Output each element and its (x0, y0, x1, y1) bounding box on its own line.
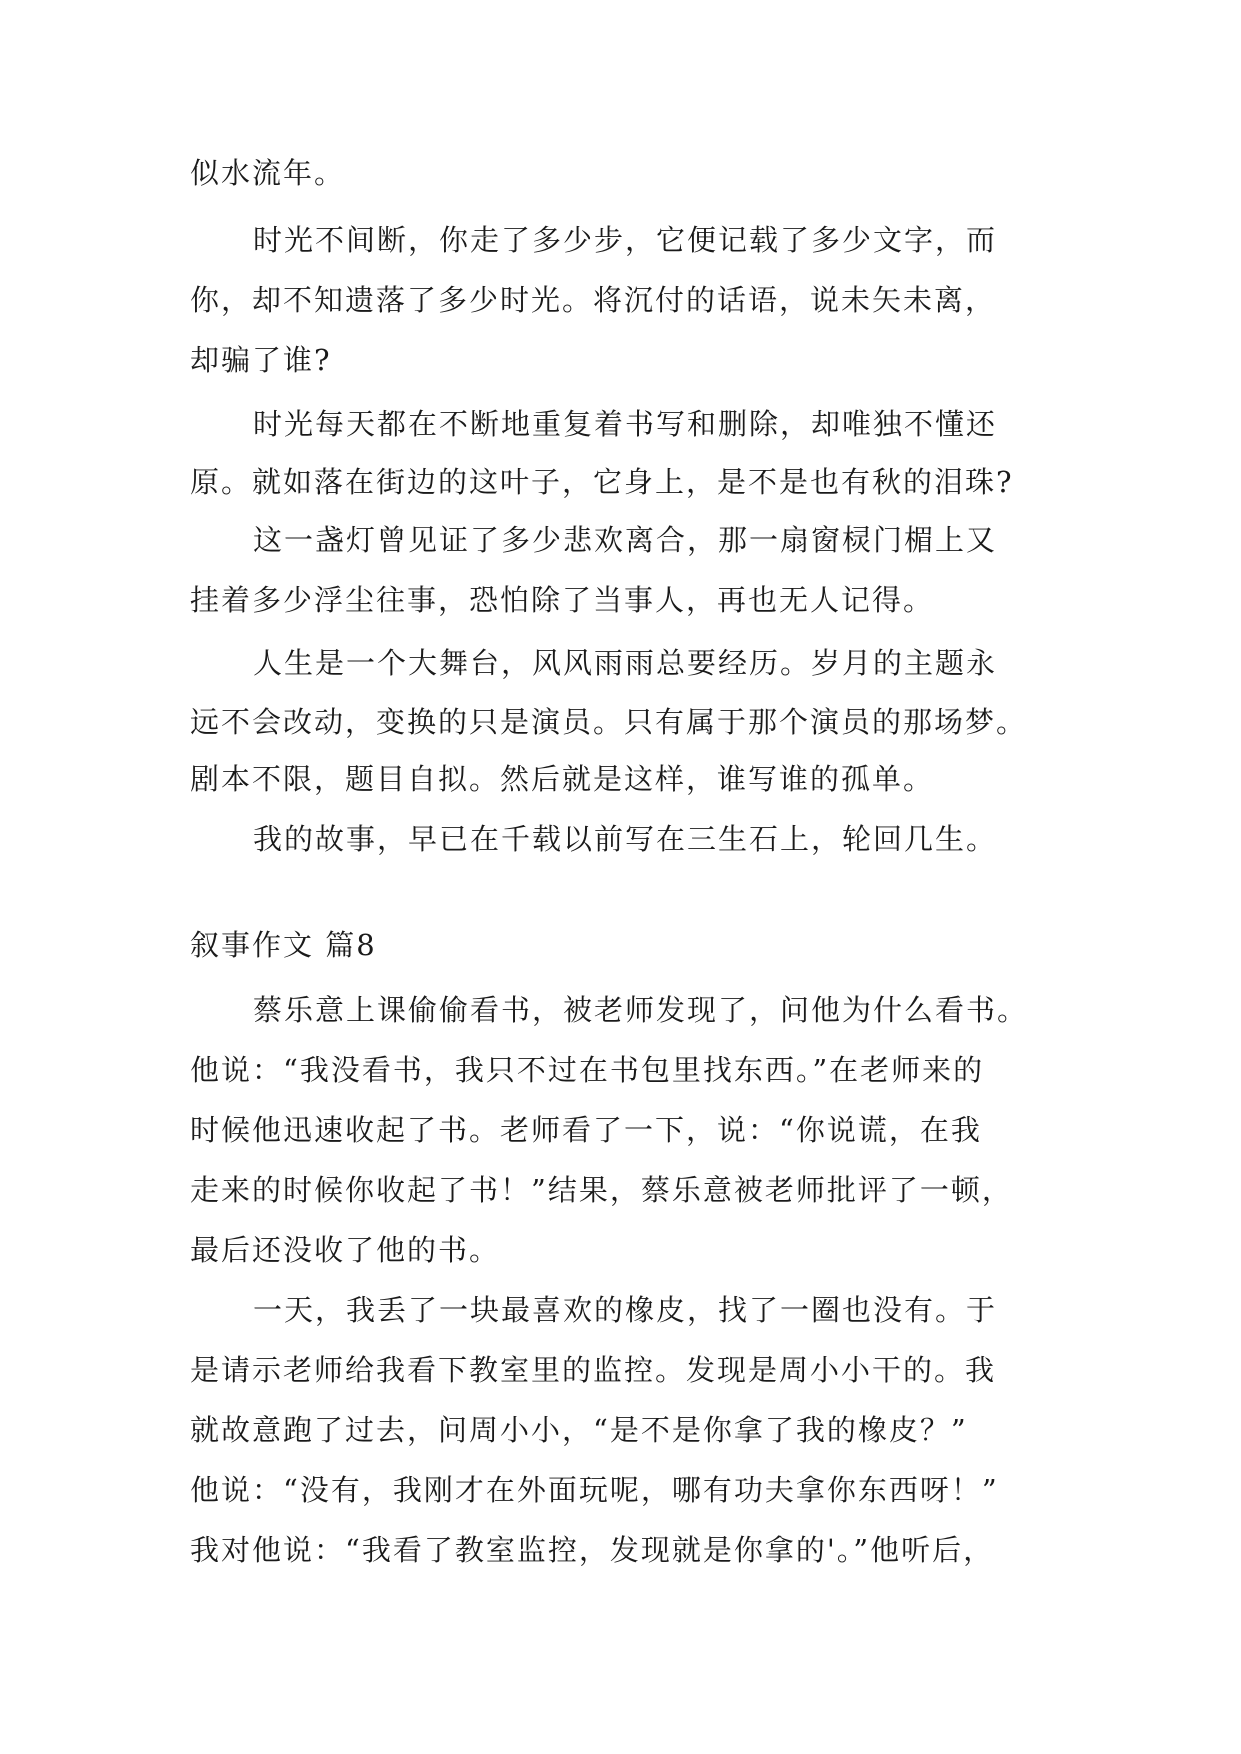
text-line: 你，却不知遗落了多少时光。将沉付的话语，说未矢未离， (190, 283, 997, 317)
text-line: 剧本不限，题目自拟。然后就是这样，谁写谁的孤单。 (190, 762, 935, 796)
paragraph-start-line: 时光每天都在不断地重复着书写和删除，却唯独不懂还 (253, 407, 998, 441)
text-line: 他说：“我没看书，我只不过在书包里找东西。”在老师来的 (190, 1053, 985, 1087)
text-line: 是请示老师给我看下教室里的监控。发现是周小小干的。我 (190, 1353, 997, 1387)
paragraph-start-line: 时光不间断，你走了多少步，它便记载了多少文字，而 (253, 223, 998, 257)
text-line: 原。就如落在街边的这叶子，它身上，是不是也有秋的泪珠? (190, 465, 1014, 499)
text-line: 时候他迅速收起了书。老师看了一下，说：“你说谎，在我 (190, 1113, 982, 1147)
paragraph-start-line: 人生是一个大舞台，风风雨雨总要经历。岁月的主题永 (253, 646, 998, 680)
text-line: 就故意跑了过去，问周小小，“是不是你拿了我的橡皮？” (190, 1413, 968, 1447)
text-line: 远不会改动，变换的只是演员。只有属于那个演员的那场梦。 (190, 705, 1028, 739)
text-line: 走来的时候你收起了书！”结果，蔡乐意被老师批评了一顿， (190, 1173, 1013, 1207)
text-line: 他说：“没有，我刚才在外面玩呢，哪有功夫拿你东西呀！” (190, 1473, 999, 1507)
paragraph-start-line: 这一盏灯曾见证了多少悲欢离合，那一扇窗棂门楣上又 (253, 523, 998, 557)
text-line: 却骗了谁? (190, 343, 332, 377)
paragraph-start-line: 一天，我丢了一块最喜欢的橡皮，找了一圈也没有。于 (253, 1293, 998, 1327)
paragraph-start-line: 蔡乐意上课偷偷看书，被老师发现了，问他为什么看书。 (253, 993, 1029, 1027)
text-line: 最后还没收了他的书。 (190, 1233, 501, 1267)
text-line: 我对他说：“我看了教室监控，发现就是你拿的'。”他听后， (190, 1533, 995, 1567)
text-line: 似水流年。 (190, 156, 346, 190)
section-heading: 叙事作文 篇8 (190, 928, 377, 962)
paragraph-start-line: 我的故事，早已在千载以前写在三生石上，轮回几生。 (253, 822, 998, 856)
text-line: 挂着多少浮尘往事，恐怕除了当事人，再也无人记得。 (190, 583, 935, 617)
